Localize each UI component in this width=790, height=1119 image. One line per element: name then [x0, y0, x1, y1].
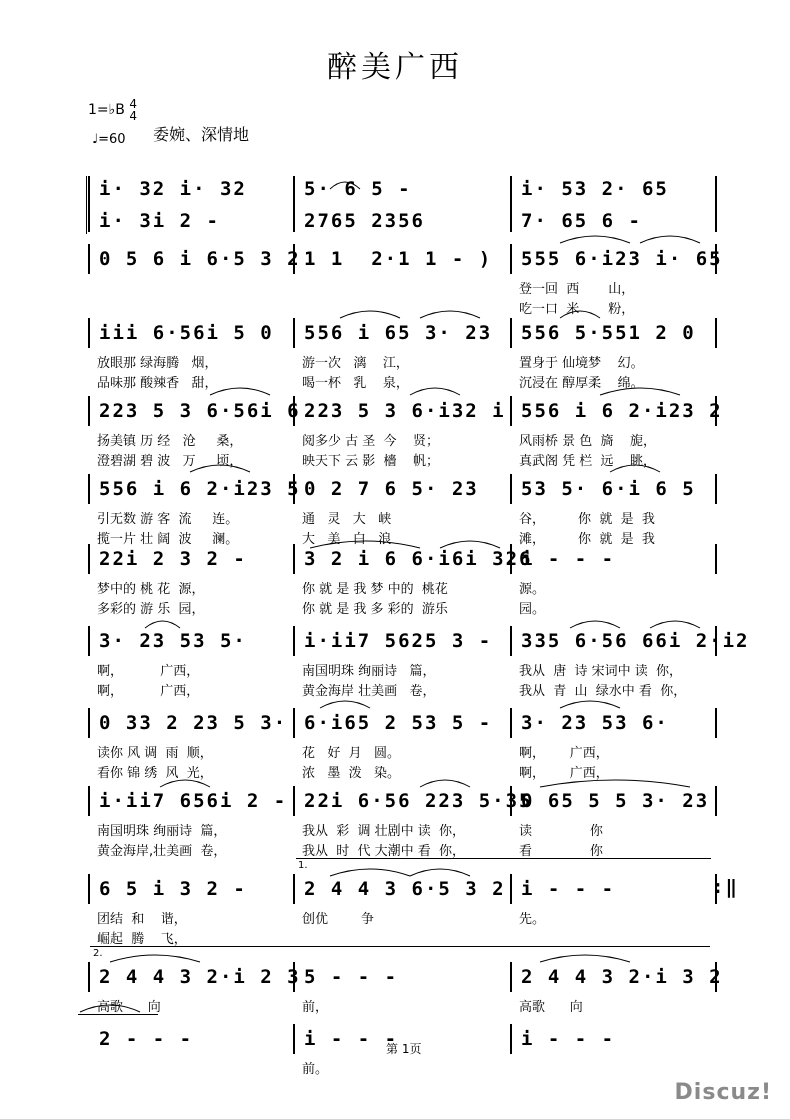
volta-bracket	[90, 946, 710, 947]
measure-notes: 2 - - -	[99, 1028, 194, 1050]
barline	[510, 396, 512, 426]
time-unit: 4	[129, 109, 137, 123]
key-signature	[88, 98, 137, 122]
barline	[88, 708, 90, 738]
lyric-verse-2: 啊， 广西，	[97, 684, 200, 699]
flat-icon: ♭	[108, 102, 116, 118]
slur-arc	[570, 621, 620, 628]
intro-measure: 7· 65 6 -	[521, 210, 642, 232]
measure-notes: 0 33 2 23 5 3·	[99, 712, 288, 734]
lyric-verse-2: 多彩的 游 乐 园，	[97, 602, 205, 617]
lyric-verse-1: 南国明珠 绚丽诗 篇，	[302, 664, 436, 679]
measure-notes: 555 6·i23 i· 65	[521, 248, 723, 270]
barline	[293, 396, 295, 426]
lyric-verse-1: 引无数 游 客 流 连。	[97, 512, 239, 527]
measure-notes: i - - -	[521, 878, 616, 900]
measure-notes: i·ii7 5625 3 -	[304, 630, 493, 652]
lyric-verse-2: 喝一杯 乳 泉，	[302, 376, 409, 391]
barline	[88, 962, 90, 992]
lyric-verse-1: 通 灵 大 峡	[302, 512, 392, 527]
lyric-verse-2: 你 就 是 我 多 彩的 游乐	[302, 602, 448, 617]
measure-notes: 3· 23 53 6·	[521, 712, 669, 734]
measure-notes: 2 4 4 3 2·i 3 2	[521, 966, 723, 988]
intro-measure: 2765 2356	[304, 210, 425, 232]
barline	[715, 176, 717, 232]
measure-notes: 22i 6·56 223 5·35	[304, 790, 533, 812]
barline	[293, 962, 295, 992]
measure-notes: 556 i 65 3· 23	[304, 322, 493, 344]
lyric-verse-2: 看你 锦 绣 风 光，	[97, 766, 213, 781]
measure-notes: 556 i 6 2·i23 5	[99, 478, 301, 500]
volta-label: 1.	[298, 860, 308, 871]
barline	[715, 244, 717, 274]
lyric-verse-1: 阅多少 古 圣 今 贤；	[302, 434, 440, 449]
measure-notes: 5 - - -	[304, 966, 399, 988]
barline	[88, 544, 90, 574]
lyric-verse-1: 你 就 是 我 梦 中的 桃花	[302, 582, 448, 597]
lyric-verse-2: 沉浸在 醇厚柔 绵。	[519, 376, 644, 391]
lyric-verse-2: 黄金海岸 壮美画 卷，	[302, 684, 436, 699]
barline	[510, 176, 512, 232]
slur-arc	[560, 236, 630, 243]
measure-notes: 0 5 6 i 6·5 3 2	[99, 248, 301, 270]
barline	[715, 626, 717, 656]
lyric-verse-1: 风雨桥 景 色 旖 旎，	[519, 434, 657, 449]
lyric-verse-1: 高歌 向	[519, 1000, 583, 1015]
measure-notes: 2 4 4 3 2·i 2 3	[99, 966, 301, 988]
barline	[88, 396, 90, 426]
lyric-verse-1: 啊， 广西，	[97, 664, 200, 679]
lyric-verse-2: 吃一口 米 粉，	[519, 302, 635, 317]
barline	[715, 544, 717, 574]
final-line	[78, 1014, 158, 1015]
lyric-verse-2: 看 你	[519, 844, 603, 859]
barline	[715, 396, 717, 426]
barline	[293, 708, 295, 738]
volta-bracket	[296, 858, 711, 859]
measure-notes: 6 5 i 3 2 -	[99, 878, 247, 900]
lyric-verse-1: 前。	[302, 1062, 329, 1077]
barline	[293, 874, 295, 904]
barline	[293, 626, 295, 656]
lyric-verse-1: 梦中的 桃 花 源，	[97, 582, 205, 597]
barline	[293, 1024, 295, 1054]
measure-notes: 0 65 5 5 3· 23	[521, 790, 710, 812]
watermark-logo: Discuz!	[674, 1080, 772, 1105]
lyric-verse-1: 我从 彩 调 壮剧中 读 你，	[302, 824, 466, 839]
intro-measure: i· 3i 2 -	[99, 210, 220, 232]
barline	[88, 318, 90, 348]
lyric-verse-1: 扬美镇 历 经 沧 桑，	[97, 434, 243, 449]
page-title: 醉美广西	[327, 50, 463, 85]
lyric-verse-2: 澄碧湖 碧 波 万 顷，	[97, 454, 243, 469]
measure-notes: iii 6·56i 5 0	[99, 322, 274, 344]
barline	[510, 318, 512, 348]
slur-arc	[330, 869, 410, 876]
lyric-verse-1: 源。	[519, 582, 546, 597]
barline	[715, 962, 717, 992]
page-number: 第 1页	[386, 1042, 422, 1056]
lyric-verse-1: 前，	[302, 1000, 329, 1015]
measure-notes: 2 4 4 3 6·5 3 2	[304, 878, 506, 900]
barline	[510, 786, 512, 816]
barline	[88, 176, 90, 232]
lyric-verse-2: 园。	[519, 602, 546, 617]
lyric-verse-1: 南国明珠 绚丽诗 篇，	[97, 824, 227, 839]
lyric-verse-1: 啊， 广西，	[519, 746, 609, 761]
intro-measure: 5· 6 5 -	[304, 178, 412, 200]
tempo-marking: ♩=60	[92, 132, 126, 147]
intro-measure: i· 32 i· 32	[99, 178, 247, 200]
barline	[510, 1024, 512, 1054]
lyric-verse-2: 浓 墨 泼 染。	[302, 766, 401, 781]
lyric-verse-1: 高歌 向	[97, 1000, 161, 1015]
barline	[510, 474, 512, 504]
measure-notes: 3· 23 53 5·	[99, 630, 247, 652]
measure-notes: 223 5 3 6·56i 6	[99, 400, 301, 422]
time-beats: 4	[129, 97, 137, 111]
slur-arc	[650, 621, 700, 628]
measure-notes: 22i 2 3 2 -	[99, 548, 247, 570]
measure-notes: 53 5· 6·i 6 5	[521, 478, 696, 500]
barline	[510, 708, 512, 738]
measure-notes: i·ii7 656i 2 -	[99, 790, 288, 812]
barline	[293, 786, 295, 816]
barline	[510, 962, 512, 992]
barline	[88, 626, 90, 656]
measure-notes: i - - -	[521, 1028, 616, 1050]
slur-arc	[640, 236, 700, 243]
key-letter: B	[115, 102, 125, 118]
time-signature	[129, 98, 137, 122]
lyric-verse-1: 读 你	[519, 824, 603, 839]
lyric-verse-1: 团结 和 谐，	[97, 912, 187, 927]
lyric-verse-2: 真武阁 凭 栏 远 眺，	[519, 454, 657, 469]
slur-arc	[145, 621, 180, 628]
lyric-verse-2: 映天下 云 影 檣 帆；	[302, 454, 440, 469]
measure-notes: 6·i65 2 53 5 -	[304, 712, 493, 734]
expression-marking: 委婉、深情地	[153, 125, 250, 144]
lyric-verse-1: 游一次 漓 江，	[302, 356, 409, 371]
barline	[293, 474, 295, 504]
barline	[88, 244, 90, 274]
lyric-verse-2: 啊， 广西，	[519, 766, 609, 781]
lyric-verse-1: 登一回 西 山，	[519, 282, 635, 297]
lyric-verse-1: 创优 争	[302, 912, 375, 927]
lyric-verse-1: 我从 唐 诗 宋词中 读 你，	[519, 664, 683, 679]
measure-notes: 556 i 6 2·i23 2	[521, 400, 723, 422]
intro-measure: i· 53 2· 65	[521, 178, 669, 200]
slur-arc	[410, 388, 460, 395]
slur-arc	[560, 701, 620, 708]
lyric-verse-2: 品味那 酸辣香 甜，	[97, 376, 218, 391]
lyric-verse-2: 黄金海岸,壮美画 卷，	[97, 844, 227, 859]
barline	[293, 544, 295, 574]
slur-arc	[160, 780, 210, 787]
slur-arc	[440, 541, 500, 548]
measure-notes: 335 6·56 66i 2·i2	[521, 630, 750, 652]
slur-arc	[420, 780, 470, 787]
slur-arc	[110, 955, 200, 962]
slur-arc	[210, 388, 270, 395]
slur-arc	[420, 311, 480, 318]
volta-label: 2.	[93, 948, 103, 959]
measure-notes: 0 2 7 6 5· 23	[304, 478, 479, 500]
lyric-verse-1: 读你 风 调 雨 顺，	[97, 746, 213, 761]
measure-notes: 3 2 i 6 6·i6i 326	[304, 548, 533, 570]
barline	[293, 318, 295, 348]
barline	[293, 244, 295, 274]
barline	[715, 474, 717, 504]
lyric-verse-2: 我从 青 山 绿水中 看 你，	[519, 684, 687, 699]
lyric-verse-2: 滩， 你 就 是 我	[519, 532, 655, 547]
measure-notes: i - - -	[304, 1028, 399, 1050]
barline	[88, 874, 90, 904]
slur-arc	[540, 780, 690, 787]
barline	[715, 318, 717, 348]
measure-notes: 556 5·551 2 0	[521, 322, 696, 344]
barline	[510, 244, 512, 274]
measure-notes: 1 1 2·1 1 - )	[304, 248, 493, 270]
key-base: 1=	[88, 102, 109, 118]
measure-notes: i - - -	[521, 548, 616, 570]
lyric-verse-2: 揽一片 壮 阔 波 澜。	[97, 532, 239, 547]
lyric-verse-2: 崛起 腾 飞，	[97, 932, 187, 947]
slur-arc	[340, 311, 400, 318]
barline	[510, 626, 512, 656]
lyric-verse-1: 谷， 你 就 是 我	[519, 512, 655, 527]
repeat-sign: :‖	[712, 876, 739, 898]
measure-notes: 223 5 3 6·i32 i	[304, 400, 506, 422]
barline	[88, 786, 90, 816]
barline	[715, 786, 717, 816]
lyric-verse-1: 放眼那 绿海腾 烟，	[97, 356, 218, 371]
lyric-verse-1: 先。	[519, 912, 546, 927]
intro-bracket	[86, 176, 87, 234]
barline	[715, 708, 717, 738]
barline	[510, 544, 512, 574]
lyric-verse-1: 置身于 仙境梦 幻。	[519, 356, 644, 371]
slur-arc	[320, 701, 370, 708]
barline	[510, 874, 512, 904]
barline	[88, 474, 90, 504]
barline	[293, 176, 295, 232]
lyric-verse-1: 花 好 月 圆。	[302, 746, 401, 761]
lyric-verse-2: 我从 时 代 大潮中 看 你，	[302, 844, 466, 859]
lyric-verse-2: 大 美 白 浪	[302, 532, 392, 547]
slur-arc	[540, 955, 630, 962]
slur-arc	[410, 869, 470, 876]
